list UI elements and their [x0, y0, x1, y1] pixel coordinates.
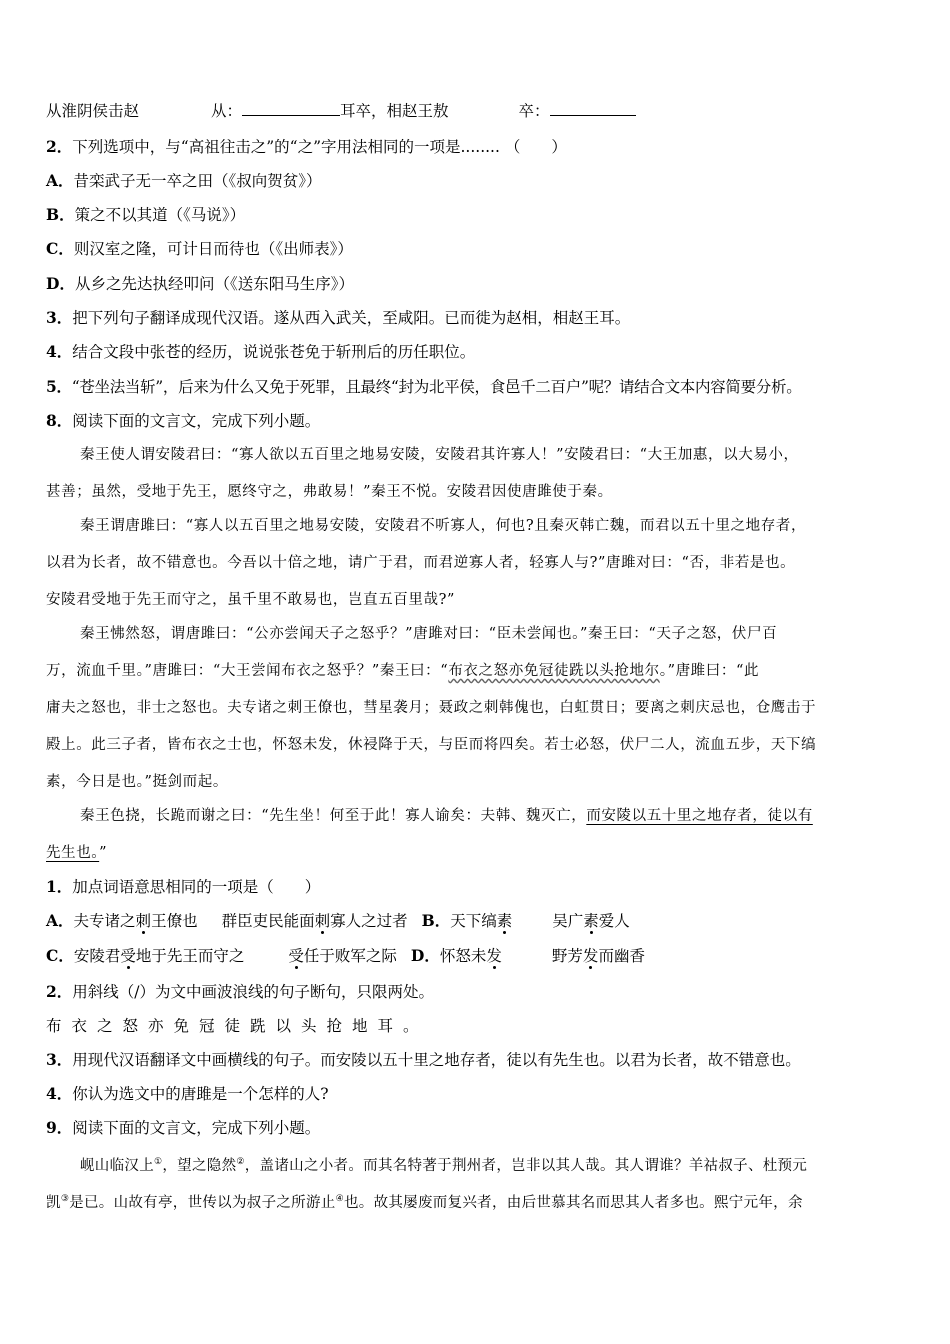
passage-line [46, 1188, 906, 1214]
option-text: 而幽香 [598, 947, 645, 965]
passage-text: ，望之隐然 [162, 1157, 237, 1174]
passage-text: 万，流血千里。”唐雎曰：“大王尝闻布衣之怒乎？”秦王曰：“ [46, 663, 449, 679]
option-text: 夫专诸之 [73, 912, 136, 930]
question-number: 1． [46, 877, 73, 896]
question-5 [46, 376, 906, 398]
option-b [46, 204, 906, 226]
footnote-ref[interactable]: ③ [60, 1194, 70, 1204]
option-text: 野芳 [551, 947, 583, 965]
option-text: 昔栾武子无一卒之田（《叔向贺贫》） [73, 172, 322, 190]
fill-blank-line [46, 100, 906, 122]
option-key: C． [46, 239, 74, 258]
option-key: A． [46, 171, 74, 190]
question-number: 5． [46, 377, 72, 396]
question-8-1 [46, 876, 906, 898]
option-text: 怀怒未 [439, 947, 487, 965]
passage-text: 是已。山故有亭，世传以为叔子之所游止 [69, 1194, 336, 1211]
option-text: 从乡之先达执经叩问（《送东阳马生序》） [74, 275, 354, 293]
option-key: B． [46, 205, 75, 224]
footnote-ref[interactable]: ④ [335, 1194, 344, 1204]
dotted-word: 受 [120, 947, 136, 965]
question-8-2 [46, 981, 906, 1003]
option-text: 爱人 [598, 912, 630, 930]
question-number: 3． [46, 308, 73, 327]
question-number: 4． [46, 1084, 73, 1103]
section-number: 9． [46, 1118, 73, 1137]
section-8-heading [46, 410, 906, 432]
option-text: 地于先王而守之 [135, 947, 245, 965]
section-heading: 阅读下面的文言文，完成下列小题。 [72, 412, 321, 430]
question-text: 你认为选文中的唐雎是一个怎样的人? [72, 1085, 329, 1103]
footnote-ref[interactable]: ① [154, 1157, 163, 1167]
option-text: 则汉室之隆，可计日而待也（《出师表》） [73, 240, 353, 258]
passage-text: 凯 [46, 1194, 61, 1211]
question-text: “苍坐法当斩”，后来为什么又免于死罪，且最终“封为北平侯，食邑千二百户”呢？请结合文本内容简要分析。 [71, 378, 802, 396]
question-number: 2． [46, 982, 73, 1001]
passage-line: 甚善；虽然，受地于先王，愿终守之，弗敢易！”秦王不悦。安陵君因使唐雎使于秦。 [46, 484, 613, 500]
options-ab [46, 910, 906, 932]
passage-line: 庸夫之怒也，非士之怒也。夫专诸之刺王僚也，彗星袭月；聂政之刺韩傀也，白虹贯日；要离之刺庆忌也，仓鹰击于 [46, 700, 817, 716]
option-key: C． [46, 946, 74, 965]
blank-cong[interactable] [242, 100, 340, 116]
phrase-zhao: 从淮阴侯击赵 [46, 102, 140, 120]
option-text: 策之不以其道（《马说》） [74, 206, 246, 224]
option-text: 王僚也 [151, 912, 198, 930]
underlined-sentence: 先生也。 [46, 845, 100, 861]
phrase-zuo: 耳卒，相赵王敖 [340, 102, 449, 120]
question-text: 把下列句子翻译成现代汉语。遂从西入武关，至咸阳。已而徙为赵相，相赵王耳。 [72, 309, 631, 327]
label-zu: 卒： [518, 102, 550, 120]
options-cd [46, 945, 906, 967]
question-number: 2． [46, 137, 73, 156]
passage-line: 秦王怫然怒，谓唐雎曰：“公亦尝闻天子之怒乎？”唐雎对曰：“臣未尝闻也。”秦王曰：“天子之怒，伏尸百 [80, 626, 778, 642]
passage-text: ，盖诸山之小者。而其名特著于荆州者，岂非以其人哉。其人谓谁？羊祜叔子、杜预元 [244, 1157, 808, 1174]
option-key: D． [46, 274, 75, 293]
option-text: 安陵君 [73, 947, 121, 965]
passage-line [46, 660, 906, 682]
passage-line: 以君为长者，故不错意也。今吾以十倍之地，请广于君，而君逆寡人者，轻寡人与?”唐雎对曰：“否，非若是也。 [46, 555, 796, 571]
dotted-word: 刺 [314, 912, 331, 930]
question-2 [46, 136, 906, 158]
passage-text: 秦王色挠，长跪而谢之曰：“先生坐！何至于此！寡人谕矣：夫韩、魏灭亡， [80, 808, 587, 824]
question-text: 用现代汉语翻译文中画横线的句子。而安陵以五十里之地存者，徒以有先生也。以君为长者，故不错意也。 [72, 1051, 801, 1069]
option-text: 寡人之过者 [330, 912, 408, 930]
question-3 [46, 307, 906, 329]
option-key: A． [46, 911, 74, 930]
question-text: 用斜线（/）为文中画波浪线的句子断句，只限两处。 [72, 983, 435, 1001]
passage-text: 岘山临汉上 [80, 1157, 154, 1174]
sentence-to-punctuate: 布衣之怒亦免冠徒跣以头抢地耳。 [46, 1017, 429, 1035]
option-d [46, 273, 906, 295]
option-c [46, 238, 906, 260]
question-stem: 下列选项中，与“高祖往击之”的“之”字用法相同的一项是 [72, 138, 461, 156]
passage-text: 。”唐雎曰：“此 [659, 663, 760, 679]
label-cong: 从： [211, 102, 243, 120]
passage-text: ” [99, 845, 108, 861]
passage-line: 殿上。此三子者，皆布衣之士也，怀怒未发，休祲降于天，与臣而将四矣。若士必怒，伏尸二人，流血五步，天下缟 [46, 737, 817, 753]
footnote-ref[interactable]: ② [236, 1157, 245, 1167]
blank-zu[interactable] [550, 100, 636, 116]
question-4 [46, 341, 906, 363]
leader-dots: ........ [460, 138, 500, 156]
dotted-word: 素 [583, 912, 599, 930]
passage-line [80, 805, 906, 827]
option-text: 任于败军之际 [303, 947, 397, 965]
passage-line: 秦王使人谓安陵君曰：“寡人欲以五百里之地易安陵，安陵君其许寡人！”安陵君曰：“大王加惠，以大易小， [80, 447, 799, 463]
section-number: 8． [46, 411, 73, 430]
dotted-word: 受 [288, 947, 304, 965]
wavy-underlined-sentence: 布衣之怒亦免冠徒跣以头抢地尔 [448, 663, 660, 679]
passage-line [46, 842, 906, 864]
option-key: B． [421, 911, 451, 930]
passage-line: 安陵君受地于先王而守之，虽千里不敢易也，岂直五百里哉?” [46, 592, 455, 608]
question-number: 4． [46, 342, 73, 361]
dotted-word: 刺 [135, 912, 152, 930]
question-8-4 [46, 1083, 906, 1105]
question-number: 3． [46, 1050, 73, 1069]
option-a [46, 170, 906, 192]
passage-line: 秦王谓唐雎曰：“寡人以五百里之地易安陵，安陵君不听寡人，何也?且秦灭韩亡魏，而君以五十里之地存者， [80, 518, 807, 534]
option-text: 群臣吏民能面 [221, 912, 315, 930]
section-9-heading [46, 1117, 906, 1139]
section-heading: 阅读下面的文言文，完成下列小题。 [72, 1119, 321, 1137]
option-text: 吴广 [552, 912, 584, 930]
underlined-sentence: 而安陵以五十里之地存者，徒以有 [586, 808, 813, 824]
passage-line: 素，今日是也。”挺剑而起。 [46, 774, 228, 790]
dotted-word: 发 [582, 947, 599, 965]
option-text: 天下缟 [450, 912, 497, 930]
dotted-word: 发 [486, 947, 502, 965]
passage-text: 也。故其屡废而复兴者，由后世慕其名而思其人者多也。熙宁元年，余 [343, 1194, 803, 1211]
passage-line [80, 1151, 906, 1177]
answer-paren: （ ） [504, 138, 567, 156]
question-stem: 加点词语意思相同的一项是（ ） [72, 878, 321, 896]
dotted-word: 素 [496, 912, 513, 930]
question-text: 结合文段中张苍的经历，说说张苍免于斩刑后的历任职位。 [72, 343, 476, 361]
option-key: D． [410, 946, 440, 965]
question-8-3 [46, 1049, 906, 1071]
